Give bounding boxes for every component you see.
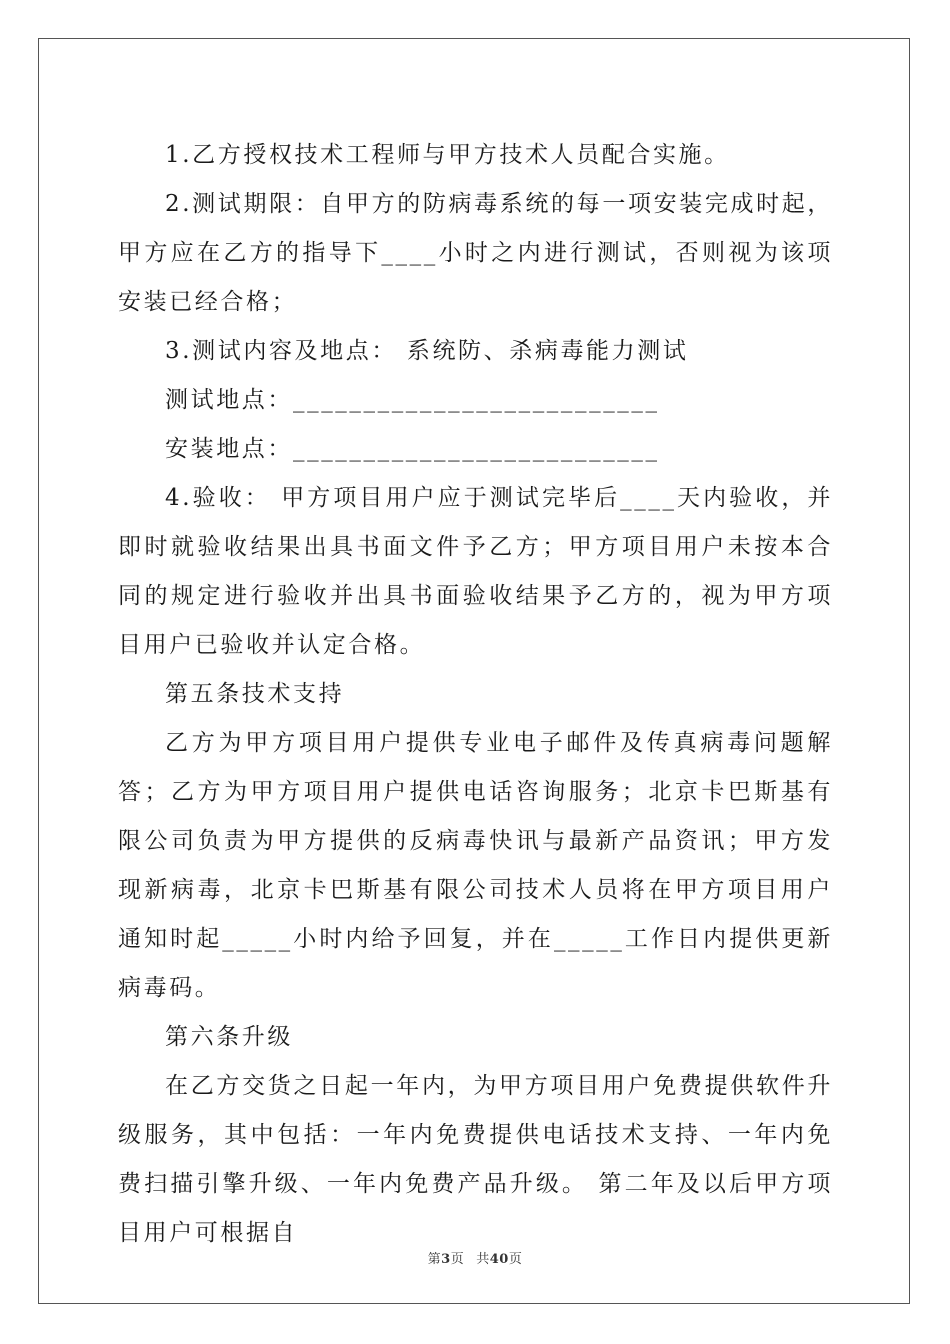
- document-body: [118, 131, 833, 1258]
- paragraph-clause-4: 4.验收： 甲方项目用户应于测试完毕后____天内验收，并即时就验收结果出具书面文件予乙方；甲方项目用户未按本合同的规定进行验收并出具书面验收结果予乙方的，视为甲方项目用户已验收并认定合格。: [118, 485, 833, 658]
- paragraph-tech-support: 乙方为甲方项目用户提供专业电子邮件及传真病毒问题解答；乙方为甲方项目用户提供电话咨询服务；北京卡巴斯基有限公司负责为甲方提供的反病毒快讯与最新产品资讯；甲方发现新病毒，北京卡巴斯基有限公司技术人员将在甲方项目用户通知时起_____小时内给予回复，并在_____工作日内提供更新病毒码。: [118, 730, 833, 1001]
- paragraph-clause-2: 2.测试期限：自甲方的防病毒系统的每一项安装完成时起，甲方应在乙方的指导下____小时之内进行测试，否则视为该项安装已经合格；: [118, 191, 833, 315]
- install-location-field: 安装地点：__________________________: [165, 436, 660, 462]
- page-suffix: 页: [450, 1252, 465, 1267]
- page-number: 3: [441, 1252, 451, 1267]
- section-heading-tech-support: 第五条技术支持: [165, 681, 345, 707]
- paragraph-clause-1: 1.乙方授权技术工程师与甲方技术人员配合实施。: [165, 142, 730, 168]
- test-location-field: 测试地点：__________________________: [165, 387, 660, 413]
- total-suffix: 页: [508, 1252, 523, 1267]
- total-prefix: 共: [476, 1252, 490, 1267]
- section-heading-upgrade: 第六条升级: [165, 1024, 293, 1050]
- page-prefix: 第: [427, 1252, 442, 1267]
- paragraph-upgrade: 在乙方交货之日起一年内，为甲方项目用户免费提供软件升级服务，其中包括：一年内免费提供电话技术支持、一年内免费扫描引擎升级、一年内免费产品升级。 第二年及以后甲方项目用户可根据自: [118, 1073, 833, 1246]
- page-footer: [0, 1248, 950, 1267]
- paragraph-clause-3: 3.测试内容及地点： 系统防、杀病毒能力测试: [165, 338, 689, 364]
- total-pages: 40: [489, 1252, 509, 1267]
